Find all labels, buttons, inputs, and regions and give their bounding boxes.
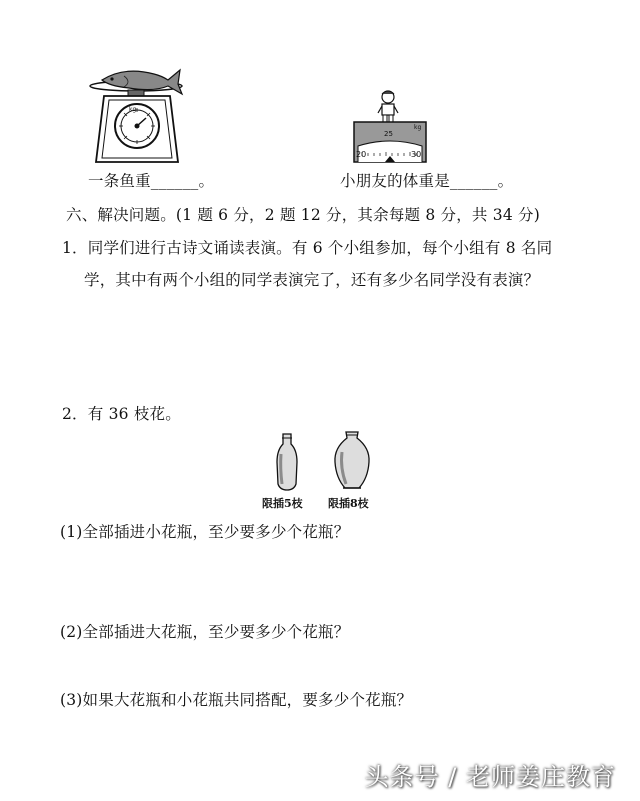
small-vase-label: 限插5枝 <box>262 497 303 510</box>
person-scale-tick-25: 25 <box>384 130 393 138</box>
fish-weight-caption: 一条鱼重______。 <box>88 172 215 190</box>
section-six-heading: 六、解决问题。(1 题 6 分，2 题 12 分，其余每题 8 分，共 34 分) <box>66 206 540 224</box>
question-1-line-2: 学，其中有两个小组的同学表演完了，还有多少名同学没有表演？ <box>84 271 540 289</box>
question-1-line-1: 1．同学们进行古诗文诵读表演。有 6 个小组参加，每个小组有 8 名同 <box>62 239 553 257</box>
large-vase-label: 限插8枝 <box>328 497 369 510</box>
question-2-sub-1: (1)全部插进小花瓶，至少要多少个花瓶？ <box>60 523 350 541</box>
question-2-sub-3: (3)如果大花瓶和小花瓶共同搭配，要多少个花瓶？ <box>60 691 413 709</box>
large-vase-icon <box>332 430 372 492</box>
question-2-sub-2: (2)全部插进大花瓶，至少要多少个花瓶？ <box>60 623 350 641</box>
child-weight-caption: 小朋友的体重是______。 <box>340 172 514 190</box>
question-2-stem: 2．有 36 枝花。 <box>62 405 181 423</box>
fish-scale-figure <box>84 64 194 164</box>
large-vase-figure <box>332 430 372 492</box>
person-scale-tick-30: 30 <box>411 150 422 159</box>
small-vase-icon <box>274 432 300 492</box>
watermark: 头条号 / 老师姜庄教育 <box>364 763 616 791</box>
fish-scale-icon <box>84 64 194 164</box>
small-vase-figure <box>274 432 300 492</box>
person-scale-tick-20: 20 <box>356 150 367 159</box>
fish-scale-unit: kg <box>129 106 137 113</box>
person-scale-unit: kg <box>414 124 422 131</box>
